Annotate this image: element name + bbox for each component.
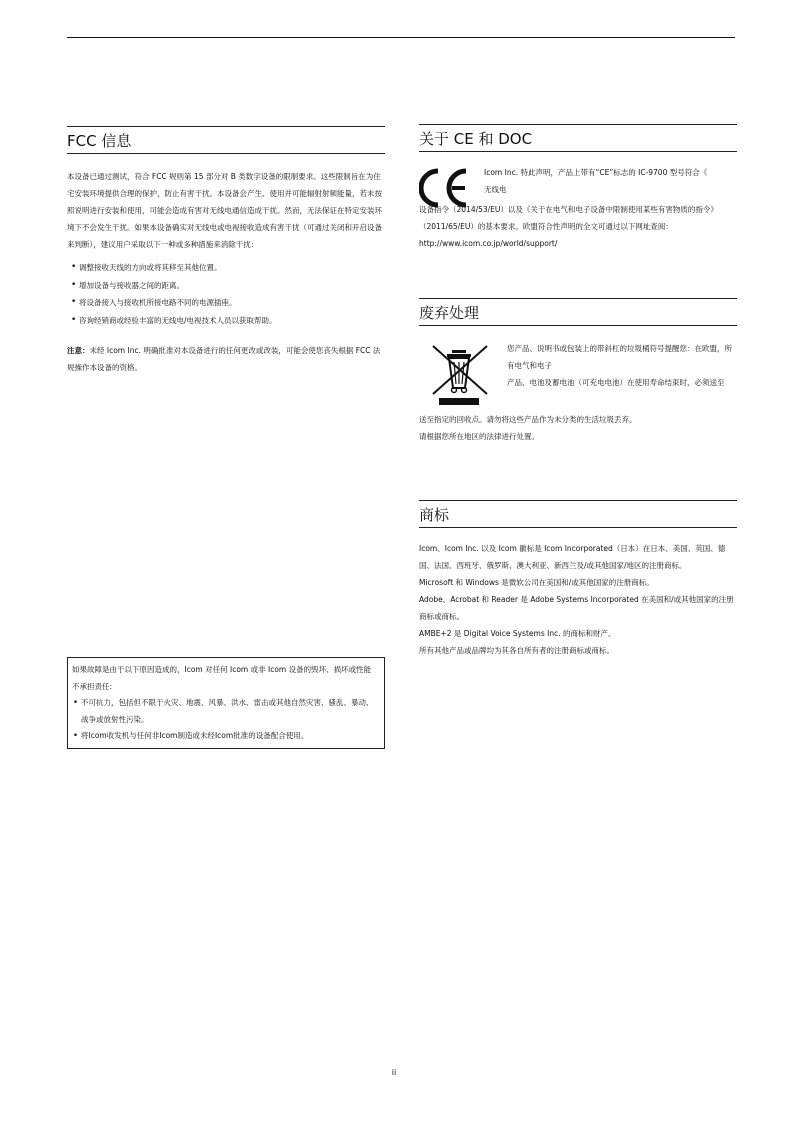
ce-line2: 无线电 bbox=[484, 185, 507, 194]
fcc-bullets bbox=[67, 259, 385, 329]
trademark-item: Adobe、Acrobat 和 Reader 是 Adobe Systems Incorporated 在美国和/或其他国家的注册商标或商标。 bbox=[419, 595, 734, 621]
ce-section bbox=[419, 124, 737, 252]
disposal-line2: 产品、电池及蓄电池（可充电电池）在使用寿命结束时，必须送至 bbox=[507, 378, 725, 387]
ce-body: 设备指令（2014/53/EU）以及《关于在电气和电子设备中限制使用某些有害物质的指令》（2011/65/EU）的基本要求。欧盟符合性声明的全文可通过以下网址查阅： bbox=[419, 205, 718, 231]
ce-url[interactable]: http://www.icom.co.jp/world/support/ bbox=[419, 239, 558, 248]
fcc-bullet: • 将设备接入与接收机所接电路不同的电源插座。 bbox=[67, 294, 385, 312]
fcc-note bbox=[67, 342, 385, 376]
trademark-item: 所有其他产品或品牌均为其各自所有者的注册商标或商标。 bbox=[419, 646, 614, 655]
fcc-title: FCC 信息 bbox=[67, 126, 385, 154]
fcc-paragraph: 本设备已通过测试，符合 FCC 规则第 15 部分对 B 类数字设备的限制要求。这些限制旨在为住宅安装环境提供合理的保护，防止有害干扰。本设备会产生、使用并可能辐射射频能量，若未按照说明进行安装和使用，可能会造成有害对无线电通信造成干扰。然而，无法保证在特定安装环境下不会发生干扰。如果本设备确实对无线电或电视接收造成有害干扰（可通过关闭和开启设备来判断），建议用户采取以下一种或多种措施来消除干扰： bbox=[67, 172, 382, 249]
disposal-line3: 送至指定的回收点。请勿将这些产品作为未分类的生活垃圾丢弃。 bbox=[419, 415, 637, 424]
fcc-section bbox=[67, 126, 385, 376]
trademark-item: Icom、Icom Inc. 以及 Icom 徽标是 Icom Incorporated（日本）在日本、美国、英国、德国、法国、西班牙、俄罗斯、澳大利亚、新西兰及/或其他国家/地区的注册商标。 bbox=[419, 544, 726, 570]
ce-line1: Icom Inc. 特此声明，产品上带有“CE”标志的 IC-9700 型号符合《 bbox=[484, 168, 708, 177]
trademarks-title: 商标 bbox=[419, 500, 737, 528]
page-number: ii bbox=[391, 1068, 397, 1077]
ce-intro bbox=[419, 168, 737, 202]
crossed-bin-icon bbox=[431, 344, 491, 406]
trademark-item: AMBE+2 是 Digital Voice Systems Inc. 的商标和财产。 bbox=[419, 629, 616, 638]
fcc-note-text: 未经 Icom Inc. 明确批准对本设备进行的任何更改或改装，可能会使您丧失根据 FCC 法规操作本设备的资格。 bbox=[67, 346, 381, 372]
disclaimer-item: • 不可抗力，包括但不限于火灾、地震、风暴、洪水、雷击或其他自然灾害、骚乱、暴动、战争或放射性污染。 bbox=[72, 695, 376, 728]
disposal-line1: 您产品、说明书或包装上的带斜杠的垃圾桶符号提醒您：在欧盟，所有电气和电子 bbox=[507, 344, 732, 370]
trademark-item: Microsoft 和 Windows 是微软公司在美国和/或其他国家的注册商标。 bbox=[419, 578, 654, 587]
disclaimer-item: • 将Icom收发机与任何非Icom制造或未经Icom批准的设备配合使用。 bbox=[72, 728, 376, 745]
trademarks-section bbox=[419, 500, 737, 659]
fcc-bullet: • 调整接收天线的方向或将其移至其他位置。 bbox=[67, 259, 385, 277]
disposal-intro bbox=[419, 344, 737, 408]
disposal-title: 废弃处理 bbox=[419, 298, 737, 326]
fcc-note-label: 注意： bbox=[67, 346, 90, 355]
disclaimer-box bbox=[67, 657, 385, 749]
disclaimer-list bbox=[72, 695, 376, 745]
top-rule bbox=[67, 37, 735, 38]
fcc-bullet: • 咨询经销商或经验丰富的无线电/电视技术人员以获取帮助。 bbox=[67, 312, 385, 330]
disclaimer-intro: 如果故障是由于以下原因造成的，Icom 对任何 Icom 或非 Icom 设备的毁坏、损坏或性能不承担责任: bbox=[72, 665, 372, 691]
ce-title: 关于 CE 和 DOC bbox=[419, 124, 737, 152]
disposal-section bbox=[419, 298, 737, 445]
ce-mark-icon bbox=[419, 168, 481, 208]
fcc-bullet: • 增加设备与接收器之间的距离。 bbox=[67, 277, 385, 295]
disposal-line4: 请根据您所在地区的法律进行处置。 bbox=[419, 432, 539, 441]
